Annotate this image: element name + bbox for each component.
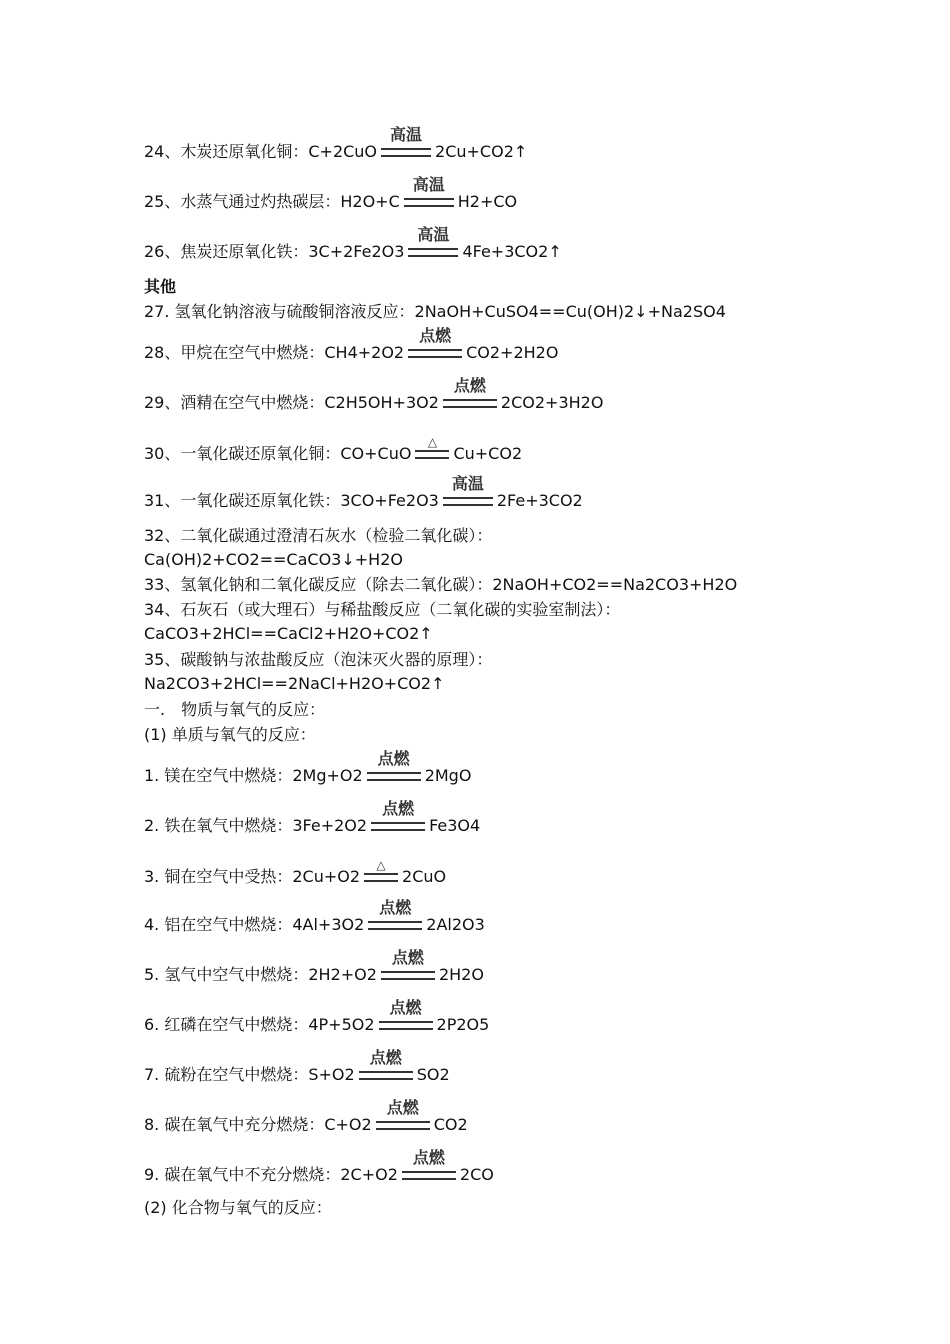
products: 2MgO	[424, 766, 472, 785]
products: SO2	[416, 1065, 450, 1084]
line-text: Na2CO3+2HCl==2NaCl+H2O+CO2↑	[144, 674, 445, 693]
equals-bars	[415, 450, 449, 459]
products: CO2	[433, 1115, 468, 1134]
equals-bars	[376, 1121, 430, 1130]
line-r2	[144, 799, 481, 836]
line-r8	[144, 1098, 468, 1135]
equals-bars	[408, 349, 462, 358]
reactants: 2. 铁在氧气中燃烧：3Fe+2O2	[144, 816, 368, 835]
reactants: 4. 铝在空气中燃烧：4Al+3O2	[144, 915, 365, 934]
equals-bars	[367, 772, 421, 781]
reaction-condition-arrow	[364, 858, 398, 882]
line-text: (1) 单质与氧气的反应：	[144, 725, 316, 744]
products: CO2+2H2O	[466, 343, 559, 362]
reactants: 25、水蒸气通过灼热碳层：H2O+C	[144, 192, 400, 211]
reaction-condition: 点燃	[391, 948, 424, 967]
products: 2Cu+CO2↑	[435, 142, 528, 161]
line-l32a	[144, 526, 492, 546]
reaction-condition-arrow	[379, 998, 433, 1030]
reaction-condition: 点燃	[369, 1048, 402, 1067]
products: 2Fe+3CO2	[496, 491, 583, 510]
products: Fe3O4	[429, 816, 481, 835]
reactants: 1. 镁在空气中燃烧：2Mg+O2	[144, 766, 363, 785]
line-r7	[144, 1048, 450, 1085]
reaction-condition: 点燃	[453, 376, 486, 395]
reaction-condition-arrow	[443, 474, 493, 506]
line-r1	[144, 749, 472, 786]
line-text: 一. 物质与氧气的反应：	[144, 700, 326, 719]
reaction-condition: 点燃	[419, 326, 452, 345]
equals-bars	[404, 198, 454, 207]
reaction-condition: 点燃	[386, 1098, 419, 1117]
line-l26	[144, 225, 562, 262]
reaction-condition-arrow	[408, 326, 462, 358]
reaction-condition-arrow	[381, 948, 435, 980]
line-l28	[144, 326, 559, 363]
equals-bars	[359, 1071, 413, 1080]
reaction-condition-arrow	[371, 799, 425, 831]
reactants: 29、酒精在空气中燃烧：C2H5OH+3O2	[144, 393, 439, 412]
reaction-condition-arrow	[368, 898, 422, 930]
reactants: 24、木炭还原氧化铜：C+2CuO	[144, 142, 378, 161]
equals-bars	[443, 399, 497, 408]
line-l33	[144, 575, 737, 595]
reactants: 6. 红磷在空气中燃烧：4P+5O2	[144, 1015, 375, 1034]
reaction-condition-arrow	[443, 376, 497, 408]
reactants: 26、焦炭还原氧化铁：3C+2Fe2O3	[144, 242, 405, 261]
products: H2+CO	[457, 192, 518, 211]
reaction-condition: 高温	[451, 474, 484, 493]
line-r4	[144, 898, 485, 935]
reactants: 5. 氢气中空气中燃烧：2H2+O2	[144, 965, 377, 984]
equals-bars	[368, 921, 422, 930]
equals-bars	[364, 873, 398, 882]
reactants: 30、一氧化碳还原氧化铜：CO+CuO	[144, 444, 412, 463]
reaction-condition-arrow	[415, 435, 449, 459]
reaction-condition: 点燃	[412, 1148, 445, 1167]
reaction-condition-arrow	[404, 175, 454, 207]
line-text: 34、石灰石（或大理石）与稀盐酸反应（二氧化碳的实验室制法）：	[144, 600, 621, 619]
reactants: 28、甲烷在空气中燃烧：CH4+2O2	[144, 343, 405, 362]
line-r9	[144, 1148, 494, 1185]
line-l35a	[144, 650, 492, 670]
line-text: 33、氢氧化钠和二氧化碳反应（除去二氧化碳）：2NaOH+CO2==Na2CO3+H2O	[144, 575, 738, 594]
line-l34a	[144, 600, 620, 620]
line-text: CaCO3+2HCl==CaCl2+H2O+CO2↑	[144, 624, 433, 643]
equals-bars	[379, 1021, 433, 1030]
line-l29	[144, 376, 604, 413]
line-text: (2) 化合物与氧气的反应：	[144, 1198, 332, 1217]
products: 4Fe+3CO2↑	[462, 242, 562, 261]
line-l35b	[144, 674, 444, 694]
reaction-condition-arrow	[381, 125, 431, 157]
equals-bars	[443, 497, 493, 506]
reactants: 3. 铜在空气中受热：2Cu+O2	[144, 867, 361, 886]
line-text: Ca(OH)2+CO2==CaCO3↓+H2O	[144, 550, 403, 569]
products: 2CO	[459, 1165, 494, 1184]
line-r3	[144, 858, 447, 887]
products: 2H2O	[438, 965, 484, 984]
reaction-condition-arrow	[376, 1098, 430, 1130]
products: 2Al2O3	[426, 915, 485, 934]
heat-symbol: △	[376, 858, 386, 872]
line-l34b	[144, 624, 433, 644]
line-l31	[144, 474, 583, 511]
products: 2P2O5	[436, 1015, 490, 1034]
reactants: 8. 碳在氧气中充分燃烧：C+O2	[144, 1115, 372, 1134]
line-sub-1	[144, 725, 316, 745]
reactants: 9. 碳在氧气中不充分燃烧：2C+O2	[144, 1165, 398, 1184]
equals-bars	[408, 248, 458, 257]
line-text: 35、碳酸钠与浓盐酸反应（泡沫灭火器的原理）：	[144, 650, 493, 669]
line-l32b	[144, 550, 403, 570]
reactants: 7. 硫粉在空气中燃烧：S+O2	[144, 1065, 355, 1084]
equals-bars	[381, 148, 431, 157]
reaction-condition-arrow	[408, 225, 458, 257]
reaction-condition: 点燃	[379, 898, 412, 917]
line-sec-1	[144, 700, 325, 720]
equals-bars	[371, 822, 425, 831]
line-text: 27. 氢氧化钠溶液与硫酸铜溶液反应：2NaOH+CuSO4==Cu(OH)2↓+Na2SO4	[144, 302, 726, 321]
line-l27	[144, 302, 726, 322]
reaction-condition: 高温	[390, 125, 423, 144]
reaction-condition-arrow	[367, 749, 421, 781]
products: 2CO2+3H2O	[500, 393, 604, 412]
reaction-condition: 点燃	[377, 749, 410, 768]
reaction-condition-arrow	[402, 1148, 456, 1180]
reaction-condition: 高温	[417, 225, 450, 244]
products: 2CuO	[402, 867, 447, 886]
heat-symbol: △	[427, 435, 438, 449]
equals-bars	[381, 971, 435, 980]
line-text: 其他	[144, 277, 177, 296]
reaction-condition-arrow	[359, 1048, 413, 1080]
reaction-condition: 高温	[412, 175, 445, 194]
reaction-condition: 点燃	[382, 799, 415, 818]
line-l24	[144, 125, 528, 162]
line-sec-other	[144, 277, 176, 297]
products: Cu+CO2	[453, 444, 523, 463]
line-r5	[144, 948, 484, 985]
line-l25	[144, 175, 518, 212]
reactants: 31、一氧化碳还原氧化铁：3CO+Fe2O3	[144, 491, 439, 510]
line-l30	[144, 435, 523, 464]
line-r6	[144, 998, 490, 1035]
reaction-condition: 点燃	[389, 998, 422, 1017]
line-text: 32、二氧化碳通过澄清石灰水（检验二氧化碳）：	[144, 526, 493, 545]
line-sub-2	[144, 1198, 332, 1218]
equals-bars	[402, 1171, 456, 1180]
